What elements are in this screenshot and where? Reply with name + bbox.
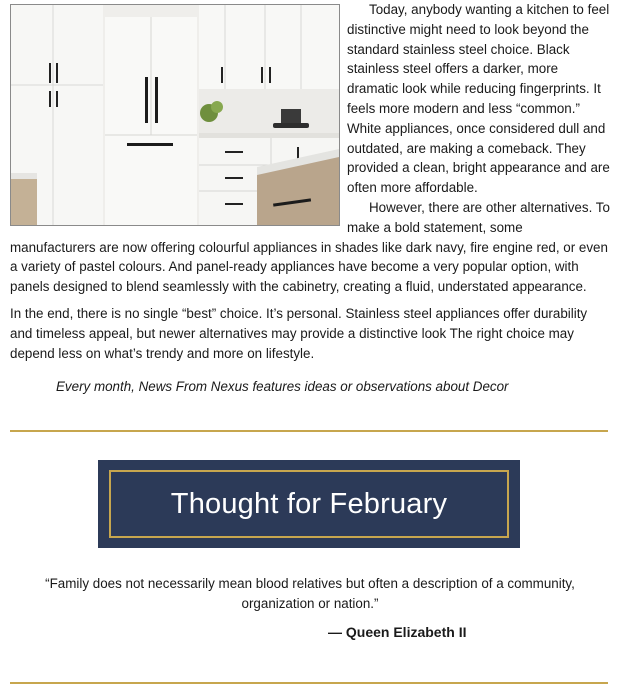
article-caption: Every month, News From Nexus features ideas or observations about Decor [56, 379, 509, 395]
banner-title: Thought for February [170, 487, 448, 520]
kitchen-photo [10, 4, 340, 226]
kitchen-illustration [11, 5, 339, 225]
gold-divider-bottom [10, 682, 608, 684]
quote-attribution: — Queen Elizabeth II [328, 624, 467, 640]
conclusion-text: In the end, there is no single “best” choice. It’s personal. Stainless steel appliances offer durability and timeless appeal, but newer alternatives may provide a distinctive look The right choice may depend less on what’s trendy and more on lifestyle. [10, 305, 588, 361]
decor-article [10, 0, 610, 397]
article-paragraph-intro [10, 0, 610, 198]
alternatives-text: However, there are other alternatives. To make a bold statement, some manufacturers are now offering colourful appliances in shades like dark navy, fire engine red, or even a variety of pastel colours. And panel-ready appliances have become a very popular option, with panels designed to blend seamlessly with the cabinetry, creating a fluid, understated appearance. [10, 199, 610, 295]
gold-divider-top [10, 430, 608, 432]
thought-banner [98, 460, 520, 548]
article-paragraph-conclusion [10, 304, 610, 363]
quote-text: “Family does not necessarily mean blood relatives but often a description of a community, organization or nation.” [45, 576, 575, 611]
intro-text: Today, anybody wanting a kitchen to feel distinctive might need to look beyond the standard stainless steel choice. Black stainless steel offers a darker, more dramatic look while reducing fingerprints. It feels more modern and less “common.” White appliances, once considered dull and outdated, are making a comeback. They provided a clean, bright appearance and are often more affordable. [347, 2, 610, 196]
